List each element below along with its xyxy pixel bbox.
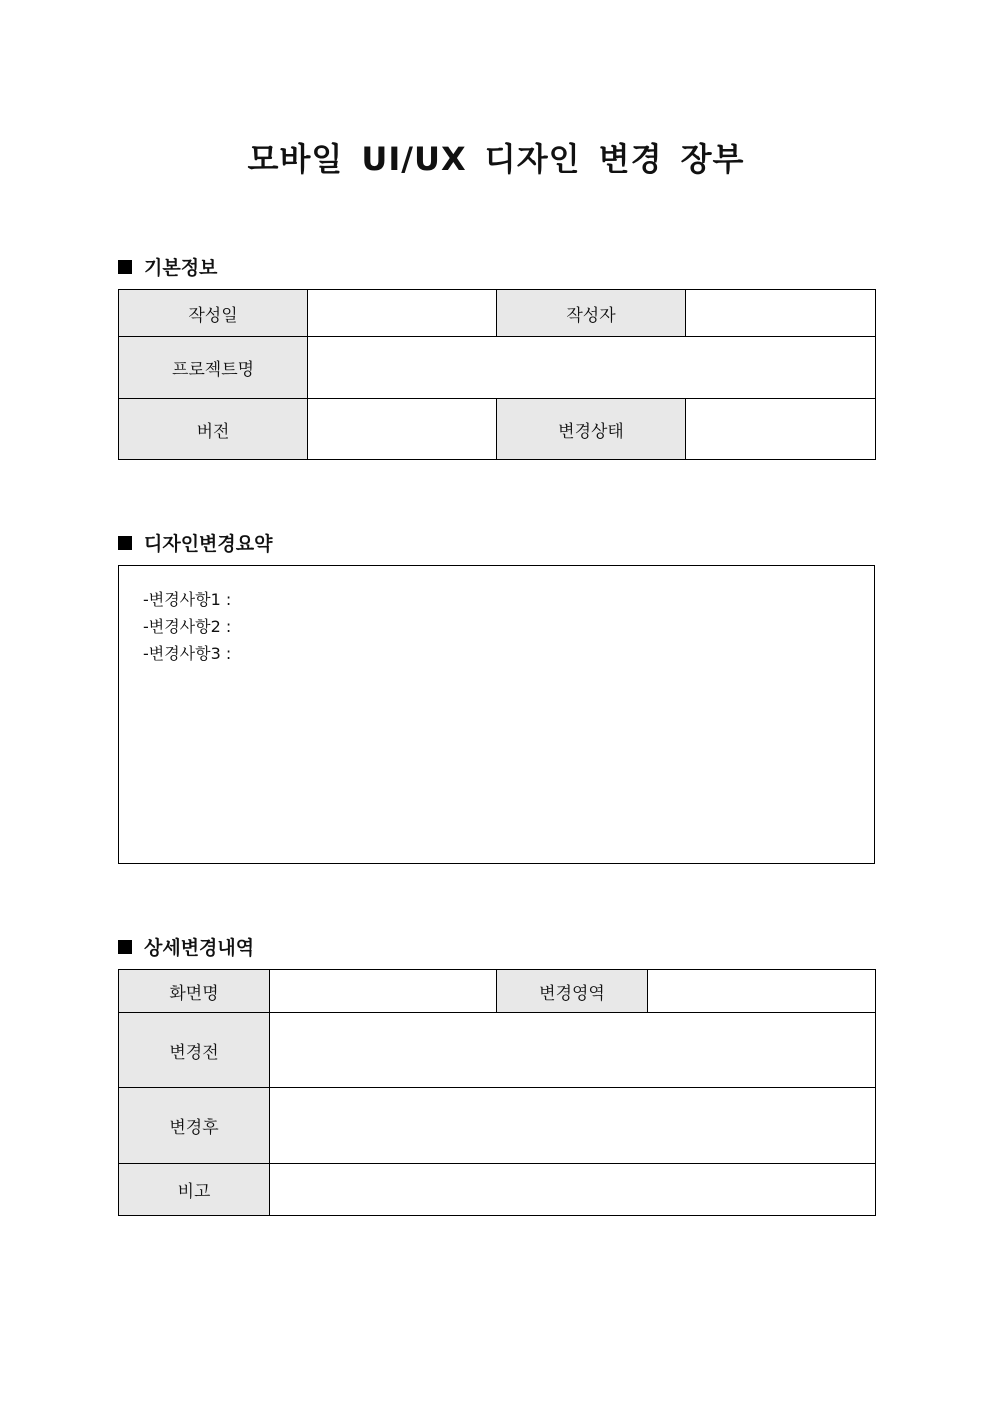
before-label: 변경전 xyxy=(119,1013,270,1088)
table-row xyxy=(119,1013,876,1088)
section-basic-info-label: 기본정보 xyxy=(144,257,218,279)
section-detail-heading xyxy=(118,933,254,960)
before-field[interactable] xyxy=(270,1013,876,1088)
list-item: -변경사항3 : xyxy=(143,644,232,663)
section-summary-heading xyxy=(118,529,272,556)
date-label: 작성일 xyxy=(119,290,308,337)
table-row xyxy=(119,290,876,337)
change-area-field[interactable] xyxy=(648,970,876,1013)
list-item: -변경사항1 : xyxy=(143,590,232,609)
note-label: 비고 xyxy=(119,1164,270,1216)
screen-name-field[interactable] xyxy=(270,970,497,1013)
summary-box[interactable] xyxy=(118,565,875,864)
section-summary-label: 디자인변경요약 xyxy=(144,533,273,555)
status-field[interactable] xyxy=(686,399,876,460)
table-row xyxy=(119,970,876,1013)
author-field[interactable] xyxy=(686,290,876,337)
basic-info-table xyxy=(118,289,876,460)
table-row xyxy=(119,1164,876,1216)
after-label: 변경후 xyxy=(119,1088,270,1164)
section-detail-label: 상세변경내역 xyxy=(144,937,255,959)
summary-list xyxy=(143,586,231,667)
document-title: 모바일 UI/UX 디자인 변경 장부 xyxy=(247,140,745,178)
project-field[interactable] xyxy=(308,337,876,399)
square-bullet-icon xyxy=(118,536,132,550)
section-basic-info-heading xyxy=(118,253,217,280)
author-label: 작성자 xyxy=(497,290,686,337)
version-label: 버전 xyxy=(119,399,308,460)
version-field[interactable] xyxy=(308,399,497,460)
square-bullet-icon xyxy=(118,260,132,274)
status-label: 변경상태 xyxy=(497,399,686,460)
change-area-label: 변경영역 xyxy=(497,970,648,1013)
date-field[interactable] xyxy=(308,290,497,337)
project-label: 프로젝트명 xyxy=(119,337,308,399)
table-row xyxy=(119,1088,876,1164)
screen-name-label: 화면명 xyxy=(119,970,270,1013)
table-row xyxy=(119,399,876,460)
list-item: -변경사항2 : xyxy=(143,617,232,636)
note-field[interactable] xyxy=(270,1164,876,1216)
after-field[interactable] xyxy=(270,1088,876,1164)
square-bullet-icon xyxy=(118,940,132,954)
table-row xyxy=(119,337,876,399)
detail-table xyxy=(118,969,876,1216)
